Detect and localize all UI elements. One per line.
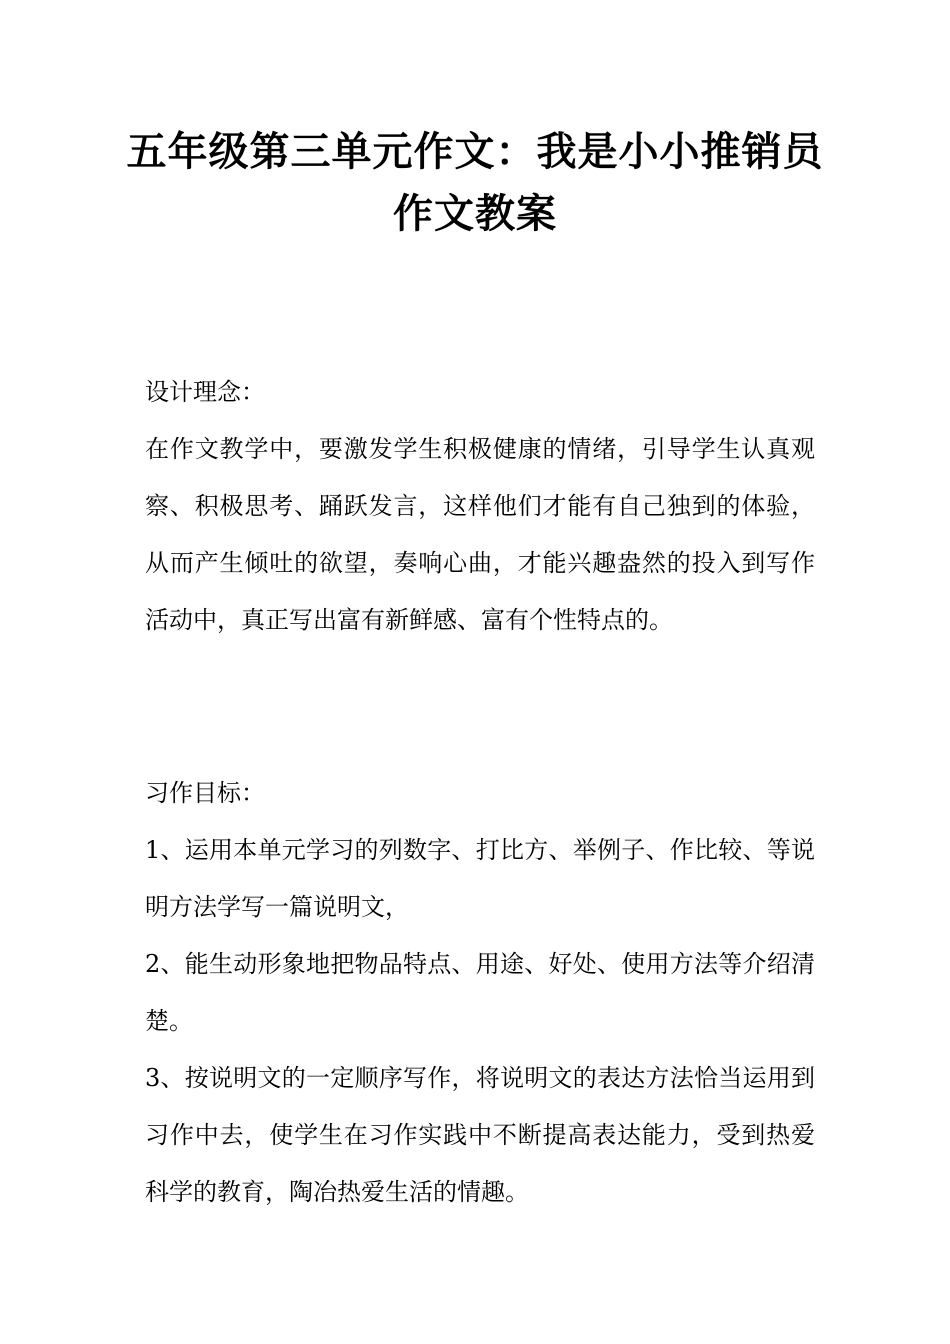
design-concept-section (145, 364, 815, 649)
writing-goal-item-2: 2、能生动形象地把物品特点、用途、好处、使用方法等介绍清楚。 (145, 950, 815, 1035)
writing-goal-item-3: 3、按说明文的一定顺序写作，将说明文的表达方法恰当运用到习作中去，使学生在习作实践中不断提高表达能力，受到热爱科学的教育，陶冶热爱生活的情趣。 (145, 1064, 815, 1206)
design-concept-heading: 设计理念： (145, 378, 265, 406)
document-title-line-1: 五年级第三单元作文：我是小小推销员 (126, 128, 824, 175)
writing-goals-heading: 习作目标： (145, 779, 265, 807)
design-concept-paragraph: 在作文教学中，要激发学生积极健康的情绪，引导学生认真观察、积极思考、踊跃发言，这样他们才能有自己独到的体验，从而产生倾吐的欲望，奏响心曲，才能兴趣盎然的投入到写作活动中，真正写出富有新鲜感、富有个性特点的。 (145, 435, 815, 634)
document-title-line-2: 作文教案 (393, 190, 557, 237)
writing-goals-section (145, 765, 815, 1221)
writing-goal-item-1: 1、运用本单元学习的列数字、打比方、举例子、作比较、等说明方法学写一篇说明文， (145, 836, 815, 921)
